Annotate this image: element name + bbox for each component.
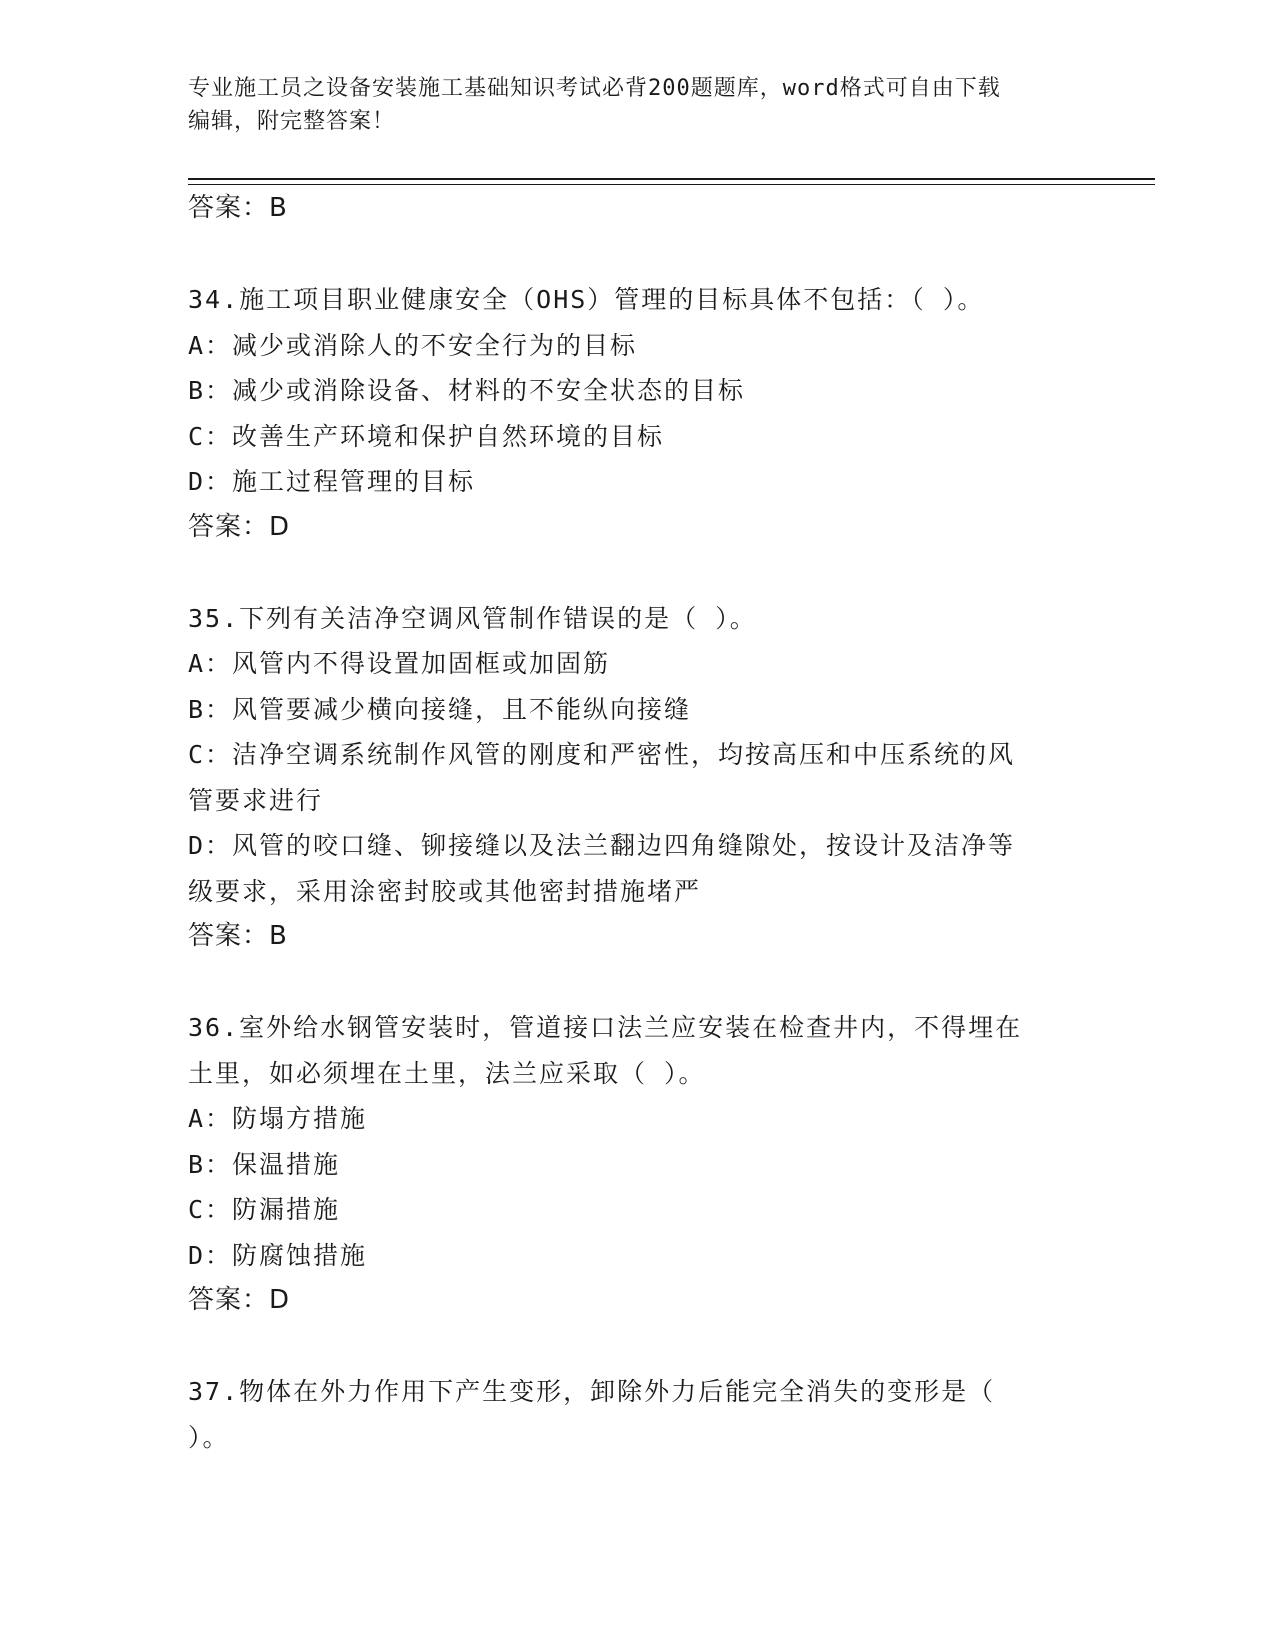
option-d: D：防腐蚀措施 <box>188 1240 368 1270</box>
question-stem-line: 35.下列有关洁净空调风管制作错误的是（ ）。 <box>188 603 757 633</box>
option-d: D：施工过程管理的目标 <box>188 467 476 496</box>
document-header <box>188 72 1068 138</box>
answer-prefix: 答案： <box>188 511 270 542</box>
spacer <box>188 550 1088 596</box>
answer-prefix: 答案： <box>188 193 270 223</box>
option-d-continued: 级要求，采用涂密封胶或其他密封措施堵严 <box>188 876 702 906</box>
question-stem-line-continued: 土里，如必须埋在土里，法兰应采取（ ）。 <box>188 1058 706 1088</box>
option-c: C：洁净空调系统制作风管的刚度和严密性，均按高压和中压系统的风 <box>188 740 1016 769</box>
answer-prefix: 答案： <box>188 921 270 951</box>
question-stem-line: 37.物体在外力作用下产生变形，卸除外力后能完全消失的变形是（ <box>188 1377 996 1406</box>
option-c: C：防漏措施 <box>188 1195 341 1224</box>
answer-value: D <box>269 511 291 542</box>
answer-line <box>188 1278 1088 1324</box>
answer-value: B <box>269 921 288 951</box>
spacer <box>188 232 1088 278</box>
question-stem-line-continued: ）。 <box>188 1422 230 1452</box>
question-block-36 <box>188 1005 1088 1324</box>
question-list <box>188 186 1088 1460</box>
answer-value: B <box>269 193 288 223</box>
question-block-35 <box>188 596 1088 960</box>
answer-prefix: 答案： <box>188 1285 270 1315</box>
header-divider-thick <box>188 178 1155 180</box>
question-stem-line: 36.室外给水钢管安装时，管道接口法兰应安装在检查井内，不得埋在 <box>188 1013 1023 1042</box>
header-title-line-2: 编辑，附完整答案！ <box>188 109 396 134</box>
option-c-continued: 管要求进行 <box>188 785 324 815</box>
question-stem-line: 34.施工项目职业健康安全（OHS）管理的目标具体不包括：（ ）。 <box>188 285 985 314</box>
question-block-37 <box>188 1369 1088 1460</box>
option-b: B：保温措施 <box>188 1149 341 1179</box>
answer-line <box>188 914 1088 960</box>
option-a: A：减少或消除人的不安全行为的目标 <box>188 330 638 360</box>
option-a: A：防塌方措施 <box>188 1104 368 1133</box>
spacer <box>188 1324 1088 1370</box>
option-c: C：改善生产环境和保护自然环境的目标 <box>188 421 665 451</box>
header-divider-thin <box>188 184 1155 185</box>
option-b: B：减少或消除设备、材料的不安全状态的目标 <box>188 376 746 405</box>
option-a: A：风管内不得设置加固框或加固筋 <box>188 649 611 678</box>
question-block-34 <box>188 277 1088 550</box>
spacer <box>188 960 1088 1006</box>
option-d: D：风管的咬口缝、铆接缝以及法兰翻边四角缝隙处，按设计及洁净等 <box>188 831 1016 860</box>
header-title-line-1: 专业施工员之设备安装施工基础知识考试必背200题题库，word格式可自由下载 <box>188 76 1001 101</box>
answer-line <box>188 505 1088 551</box>
answer-value: D <box>269 1285 291 1315</box>
option-b: B：风管要减少横向接缝，且不能纵向接缝 <box>188 694 692 724</box>
previous-answer-line <box>188 186 1088 232</box>
